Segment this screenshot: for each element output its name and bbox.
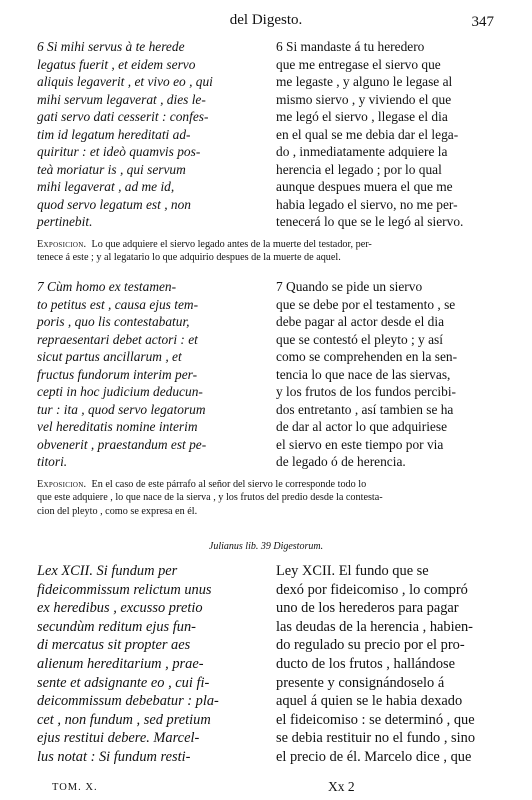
text-line: tencia lo que nace de las siervas, [276, 366, 451, 382]
text-line: teà moriatur is , qui servum [37, 161, 186, 177]
text-line: obvenerit , praestandum est pe- [37, 436, 207, 452]
text-line: dos entretanto , así tambien se ha [276, 401, 454, 417]
text-line: de legado ó de herencia. [276, 454, 406, 469]
text-line: me legaste , y alguno le legase al [276, 74, 453, 89]
text-line: y los frutos de los fundos percibi- [276, 384, 457, 399]
exposicion-line: que este adquiere , lo que nace de la sierva , y los frutos del predio desde la contesta- [37, 492, 383, 504]
text-line: debe pagar al actor desde el dia [276, 314, 445, 329]
text-line: Lex XCII. Si fundum per [37, 563, 178, 579]
exposicion-line: tenece á este ; y al legatario lo que adquirio despues de la muerte de aquel. [37, 252, 341, 264]
text-line: mismo siervo , y viviendo el que [276, 91, 452, 107]
text-line: las deudas de la herencia , habien- [276, 618, 473, 635]
section7-spanish-text [276, 278, 500, 471]
text-line: quiritur : et ideò quamvis pos- [37, 144, 201, 159]
text-line: gati servo dati cesserit : confes- [37, 109, 209, 124]
text-line: di mercatus sit propter aes [37, 637, 191, 654]
text-line: quod servo legatum est , non [37, 196, 191, 212]
text-line: to petitus est , causa ejus tem- [37, 296, 199, 312]
volume-mark: TOM. X. [52, 782, 98, 793]
exposicion-label: Exposicion. [37, 239, 87, 250]
running-header: del Digesto. [229, 12, 303, 28]
text-line: uno de los herederos para pagar [276, 600, 459, 617]
text-line: me legó el siervo , llegase el dia [276, 109, 448, 124]
lex92-spanish-text [276, 562, 500, 767]
text-line: alienum hereditarium , prae- [37, 655, 204, 672]
text-line: mihi servum legaverat , dies le- [37, 91, 206, 107]
exposicion-line: Lo que adquiere el siervo legado antes de la muerte del testador, per- [91, 239, 372, 250]
text-line: 6 Si mihi servus à te herede [37, 39, 185, 54]
text-line: deicommissum debebatur : pla- [37, 693, 219, 710]
text-line: cepti in hoc judicium deducun- [37, 384, 203, 399]
text-line: mihi legaverat , ad me id, [37, 179, 175, 194]
text-line: como se comprehenden en la sen- [276, 349, 458, 364]
text-line: cet , non fundum , sed pretium [37, 711, 211, 728]
text-line: sente et adsignante eo , cui fi- [37, 674, 210, 691]
text-line: habia legado el siervo, no me per- [276, 196, 458, 212]
text-line: aquel á quien se le habia dexado [276, 693, 463, 710]
exposicion-line: En el caso de este párrafo al señor del siervo le corresponde todo lo [91, 479, 367, 490]
lex92-latin-text [37, 562, 267, 767]
text-line: Ley XCII. El fundo que se [276, 563, 429, 579]
text-line: fructus fundorum interim per- [37, 366, 198, 382]
text-line: legatus fuerit , et eidem servo [37, 56, 196, 72]
text-line: do , inmediatamente adquiere la [276, 144, 448, 159]
section7-latin-text [37, 278, 267, 471]
text-line: lus notat : Si fundum resti- [37, 748, 191, 765]
text-line: repraesentari debet actori : et [37, 331, 198, 347]
text-line: en el qual se me debia dar el lega- [276, 126, 459, 142]
section6-latin-text [37, 38, 267, 231]
section7-exposicion [37, 478, 495, 518]
text-line: ducto de los frutos , hallándose [276, 655, 456, 672]
section6-spanish-text [276, 38, 500, 231]
text-line: titori. [37, 454, 68, 469]
text-line: que se contestó el pleyto ; y así [276, 331, 443, 347]
text-line: se debia restituir no el fundo , sino [276, 730, 476, 747]
text-line: presente y consignándoselo á [276, 674, 445, 691]
exposicion-line: cion del pleyto , como se expresa en él. [37, 505, 198, 517]
text-line: que se debe por el testamento , se [276, 296, 456, 312]
text-line: secundùm reditum ejus fun- [37, 618, 196, 635]
text-line: ex heredibus , excusso pretio [37, 600, 203, 617]
text-line: poris , quo lis contestabatur, [37, 314, 190, 329]
text-line: 7 Cùm homo ex testamen- [37, 279, 177, 294]
text-line: el precio de él. Marcelo dice , que [276, 748, 472, 765]
text-line: vel hereditatis nomine interim [37, 419, 198, 434]
text-line: de dar al actor lo que adquiriese [276, 419, 448, 434]
signature-mark: Xx 2 [328, 779, 355, 794]
page-number: 347 [471, 14, 494, 30]
source-citation: Julianus lib. 39 Digestorum. [208, 541, 324, 552]
section6-exposicion [37, 238, 495, 265]
text-line: ejus restitui debere. Marcel- [37, 730, 200, 747]
text-line: 7 Quando se pide un siervo [276, 279, 423, 294]
text-line: fideicommissum relictum unus [37, 581, 212, 598]
text-line: el fideicomiso : se determinó , que [276, 711, 475, 728]
text-line: sicut partus ancillarum , et [37, 349, 182, 364]
text-line: pertinebit. [37, 214, 93, 229]
text-line: tur : ita , quod servo legatorum [37, 401, 206, 417]
text-line: tenecerá lo que se le legó al siervo. [276, 214, 464, 229]
text-line: herencia el legado ; por lo qual [276, 161, 442, 177]
text-line: el siervo en este tiempo por via [276, 436, 444, 452]
text-line: aliquis legaverit , et vivo eo , qui [37, 74, 213, 89]
text-line: que me entregase el siervo que [276, 56, 441, 72]
text-line: do regulado su precio por el pro- [276, 637, 465, 654]
text-line: 6 Si mandaste á tu heredero [276, 39, 425, 54]
text-line: aunque despues muera el que me [276, 179, 453, 194]
exposicion-label: Exposicion. [37, 479, 87, 490]
text-line: dexó por fideicomiso , lo compró [276, 581, 468, 598]
text-line: tim id legatum hereditati ad- [37, 126, 191, 142]
